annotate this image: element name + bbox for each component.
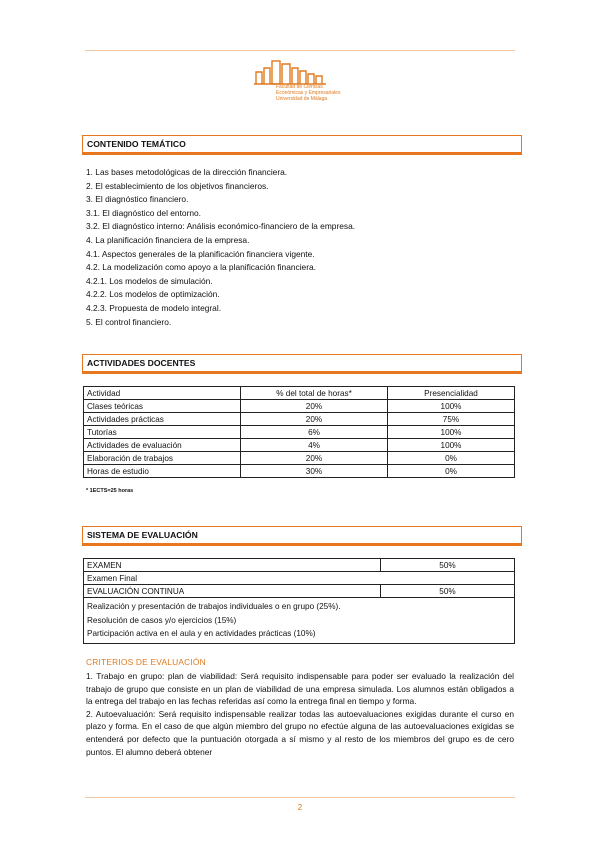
table-cell: Clases teóricas: [84, 400, 241, 413]
criteria-paragraph: 2. Autoevaluación: Será requisito indispensable realizar todas las autoevaluaciones exigidas durante el curso en plazo y forma. En el caso de que algún miembro del grupo no efectúe alguna de las autoevaluaciones exigidas se entenderá por defecto que la puntuación otorgada a sí mismo y al resto de los miembros del grupo es de cero puntos. El alumno deberá obtener: [86, 708, 514, 757]
table-cell: EVALUACIÓN CONTINUA: [84, 585, 381, 598]
criteria-paragraph: 1. Trabajo en grupo: plan de viabilidad: Será requisito indispensable para poder ser evaluado la realización del trabajo de grupo que consiste en un plan de viabilidad de una empresa simulada. Los alumnos están obligados a la entrega del trabajo en las fechas referidas así como la entrega final en tiempo y forma.: [86, 671, 514, 707]
list-item: Participación activa en el aula y en actividades prácticas (10%): [87, 629, 316, 638]
table-row: [84, 452, 515, 465]
table-cell: [84, 598, 515, 644]
table-cell: Actividades prácticas: [84, 413, 241, 426]
table-row: [84, 559, 515, 572]
page-number: 2: [297, 803, 303, 812]
table-cell: 6%: [241, 426, 388, 439]
table-row: [84, 413, 515, 426]
list-item: 1. Las bases metodológicas de la dirección financiera.: [86, 167, 288, 177]
list-item: 3.2. El diagnóstico interno: Análisis económico-financiero de la empresa.: [86, 221, 356, 232]
list-item: 4.1. Aspectos generales de la planificación financiera vigente.: [86, 248, 315, 259]
list-item: 3. El diagnóstico financiero.: [86, 194, 189, 205]
evaluation-table: [83, 558, 515, 644]
table-cell: Elaboración de trabajos: [84, 452, 241, 465]
list-item: 4.2. La modelización como apoyo a la planificación financiera.: [86, 262, 316, 273]
ects-note: * 1ECTS=25 horas: [86, 488, 134, 494]
list-item: 5. El control financiero.: [86, 316, 172, 327]
table-cell: 20%: [241, 400, 388, 413]
table-cell: 50%: [381, 585, 515, 598]
table-header-row: [84, 387, 515, 400]
table-cell: EXAMEN: [84, 559, 381, 572]
table-cell: 75%: [388, 413, 515, 426]
table-cell: 30%: [241, 465, 388, 478]
table-cell: 0%: [388, 452, 515, 465]
list-item: 4.2.3. Propuesta de modelo integral.: [86, 302, 222, 313]
top-divider: [85, 50, 515, 51]
criteria-text: [86, 670, 514, 758]
table-cell: Actividades de evaluación: [84, 439, 241, 452]
table-cell: 0%: [388, 465, 515, 478]
table-cell: 20%: [241, 452, 388, 465]
list-item: 4.2.2. Los modelos de optimización.: [86, 289, 220, 300]
section-header-contenido: CONTENIDO TEMÁTICO: [82, 135, 522, 155]
table-cell: Tutorías: [84, 426, 241, 439]
table-cell: Horas de estudio: [84, 465, 241, 478]
table-row: [84, 585, 515, 598]
table-cell: 20%: [241, 413, 388, 426]
table-cell: 100%: [388, 439, 515, 452]
table-cell: 100%: [388, 426, 515, 439]
list-item: 4. La planificación financiera de la empresa.: [86, 234, 250, 245]
table-header: Presencialidad: [388, 387, 515, 400]
section-header-evaluacion: SISTEMA DE EVALUACIÓN: [82, 526, 522, 546]
table-row: [84, 465, 515, 478]
table-header: % del total de horas*: [241, 387, 388, 400]
table-row: [84, 598, 515, 644]
table-row: [84, 400, 515, 413]
table-cell: Examen Final: [84, 572, 515, 585]
table-row: [84, 572, 515, 585]
list-item: 4.2.1. Los modelos de simulación.: [86, 275, 213, 286]
list-item: Resolución de casos y/o ejercicios (15%): [87, 615, 237, 625]
list-item: 2. El establecimiento de los objetivos financieros.: [86, 180, 269, 191]
section-header-actividades: ACTIVIDADES DOCENTES: [82, 354, 522, 374]
list-item: 3.1. El diagnóstico del entorno.: [86, 207, 202, 218]
table-cell: 100%: [388, 400, 515, 413]
table-cell: 50%: [381, 559, 515, 572]
table-row: [84, 439, 515, 452]
criteria-title: CRITERIOS DE EVALUACIÓN: [86, 657, 206, 667]
table-header: Actividad: [84, 387, 241, 400]
activities-table: [83, 386, 515, 478]
logo-text: Facultad de Ciencias Económicas y Empresariales Universidad de Málaga: [276, 84, 341, 102]
table-row: [84, 426, 515, 439]
topic-list: [86, 166, 516, 329]
list-item: Realización y presentación de trabajos individuales o en grupo (25%).: [87, 602, 341, 611]
bottom-divider: [85, 797, 515, 798]
table-cell: 4%: [241, 439, 388, 452]
